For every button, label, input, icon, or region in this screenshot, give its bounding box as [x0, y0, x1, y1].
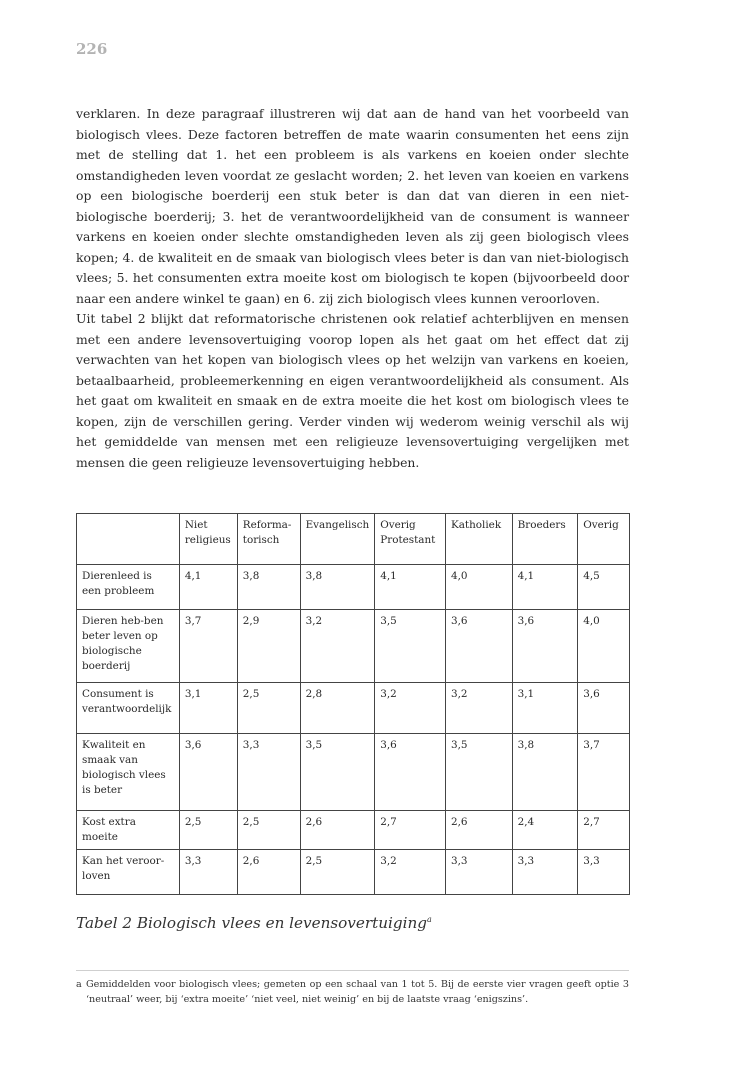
table-cell: 2,6	[445, 811, 512, 850]
data-table	[76, 513, 630, 895]
table-cell: 3,8	[300, 565, 375, 610]
table-cell: 3,3	[578, 850, 630, 895]
row-label: Kwaliteit en smaak van biologisch vlees is beter	[77, 734, 180, 811]
table-cell: 2,6	[300, 811, 375, 850]
table-header-cell: Katholiek	[445, 514, 512, 565]
table-cell: 2,5	[237, 683, 300, 734]
table-row	[77, 811, 630, 850]
table-caption	[76, 914, 432, 932]
table-cell: 3,5	[375, 610, 446, 683]
table-cell: 3,6	[445, 610, 512, 683]
table-cell: 3,3	[512, 850, 578, 895]
row-label: Consument is verantwoordelijk	[77, 683, 180, 734]
table-cell: 3,7	[578, 734, 630, 811]
footnote-mark: a	[76, 979, 82, 990]
table-header-cell: Evangelisch	[300, 514, 375, 565]
table-cell: 4,1	[179, 565, 237, 610]
table-cell: 4,1	[512, 565, 578, 610]
table-cell: 3,2	[300, 610, 375, 683]
table-cell: 3,3	[445, 850, 512, 895]
table-row	[77, 683, 630, 734]
footnote-text: Gemiddelden voor biologisch vlees; gemeten op een schaal van 1 tot 5. Bij de eerste vier vragen geeft optie 3 ‘neutraal’ weer, bij ‘extra moeite’ ‘niet veel, niet weinig’ en bij de laatste vraag ‘enigszins’.	[86, 979, 629, 1005]
table-header-cell: Niet religieus	[179, 514, 237, 565]
table-cell: 3,8	[512, 734, 578, 811]
table-cell: 2,5	[179, 811, 237, 850]
table-cell: 2,4	[512, 811, 578, 850]
table-header-cell: Overig Protestant	[375, 514, 446, 565]
footnote-divider	[76, 970, 629, 971]
table-cell: 4,0	[578, 610, 630, 683]
row-label: Kan het veroor-loven	[77, 850, 180, 895]
page-number: 226	[76, 40, 108, 58]
table-row	[77, 734, 630, 811]
table-cell: 2,6	[237, 850, 300, 895]
table-cell: 3,2	[445, 683, 512, 734]
table-cell: 3,3	[237, 734, 300, 811]
table-header-row	[77, 514, 630, 565]
table-cell: 3,5	[445, 734, 512, 811]
paragraph-2: Uit tabel 2 blijkt dat reformatorische christenen ook relatief achterblijven en mensen met een andere levensovertuiging voorop lopen als het gaat om het effect dat zij verwachten van het kopen van biologisch vlees op het welzijn van varkens en koeien, betaalbaarheid, probleemerkenning en eigen verantwoordelijkheid als consument. Als het gaat om kwaliteit en smaak en de extra moeite die het kost om biologisch vlees te kopen, zijn de verschillen gering. Verder vinden wij wederom weinig verschil als wij het gemiddelde van mensen met een religieuze levensovertuiging vergelijken met mensen die geen religieuze levensovertuiging hebben.	[76, 311, 629, 470]
table-row	[77, 610, 630, 683]
table-cell: 3,2	[375, 850, 446, 895]
caption-text: Tabel 2 Biologisch vlees en levensovertuiging	[76, 914, 427, 932]
table-cell: 4,1	[375, 565, 446, 610]
table-cell: 3,6	[578, 683, 630, 734]
table-cell: 2,5	[300, 850, 375, 895]
table-cell: 2,7	[578, 811, 630, 850]
row-label: Dieren heb-ben beter leven op biologische boerderij	[77, 610, 180, 683]
table-cell: 3,5	[300, 734, 375, 811]
table-cell: 3,1	[179, 683, 237, 734]
table-header-cell: Reforma-torisch	[237, 514, 300, 565]
table-header-cell: Overig	[578, 514, 630, 565]
row-label: Dierenleed is een probleem	[77, 565, 180, 610]
table-header-cell	[77, 514, 180, 565]
table-cell: 3,6	[179, 734, 237, 811]
table-row	[77, 850, 630, 895]
table-cell: 4,5	[578, 565, 630, 610]
table-cell: 2,9	[237, 610, 300, 683]
table-cell: 4,0	[445, 565, 512, 610]
table-cell: 3,6	[512, 610, 578, 683]
table-cell: 2,8	[300, 683, 375, 734]
table-header-cell: Broeders	[512, 514, 578, 565]
table-cell: 2,5	[237, 811, 300, 850]
table-cell: 2,7	[375, 811, 446, 850]
table-cell: 3,8	[237, 565, 300, 610]
caption-superscript: a	[426, 914, 432, 924]
table-cell: 3,6	[375, 734, 446, 811]
table-row	[77, 565, 630, 610]
footnote	[76, 977, 629, 1007]
row-label: Kost extra moeite	[77, 811, 180, 850]
body-text	[76, 104, 629, 473]
table-cell: 3,3	[179, 850, 237, 895]
table-cell: 3,1	[512, 683, 578, 734]
paragraph-1: verklaren. In deze paragraaf illustreren wij dat aan de hand van het voorbeeld van biologisch vlees. Deze factoren betreffen de mate waarin consumenten het eens zijn met de stelling dat 1. het een probleem is als varkens en koeien onder slechte omstandigheden leven voordat ze geslacht worden; 2. het leven van koeien en varkens op een biologische boerderij een stuk beter is dan dat van dieren in een niet-biologische boerderij; 3. het de verantwoordelijkheid van de consument is wanneer varkens en koeien onder slechte omstandigheden leven als zij geen biologisch vlees kopen; 4. de kwaliteit en de smaak van biologisch vlees beter is dan van niet-biologisch vlees; 5. het consumenten extra moeite kost om biologisch te kopen (bijvoorbeeld door naar een andere winkel te gaan) en 6. zij zich biologisch vlees kunnen veroorloven.	[76, 106, 629, 306]
table-cell: 3,7	[179, 610, 237, 683]
table-cell: 3,2	[375, 683, 446, 734]
